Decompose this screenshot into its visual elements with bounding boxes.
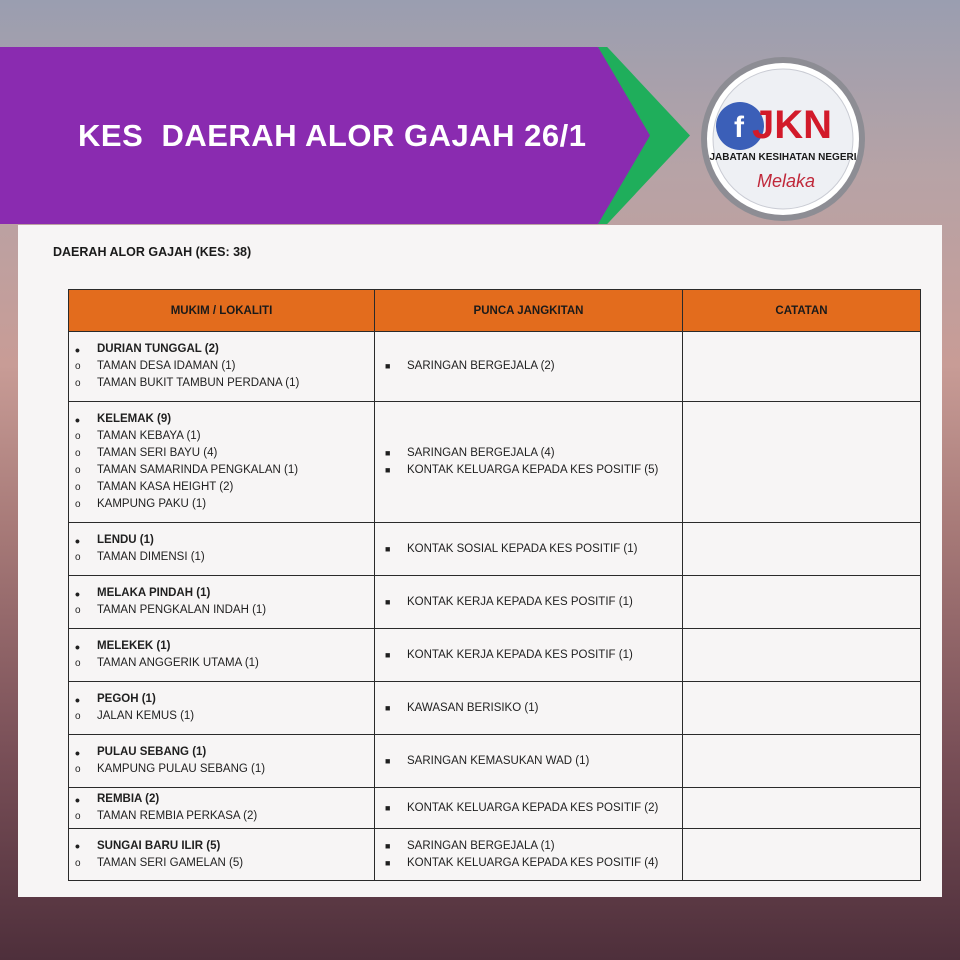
lokaliti-item: o KAMPUNG PULAU SEBANG (1) (75, 763, 266, 775)
punca-item: ■ SARINGAN BERGEJALA (2) (385, 360, 555, 372)
lokaliti-item: o TAMAN DIMENSI (1) (75, 551, 205, 563)
case-table (68, 289, 921, 881)
punca-item: ■ KAWASAN BERISIKO (1) (385, 701, 539, 714)
mukim-cell (69, 332, 375, 402)
table-row (69, 332, 921, 402)
mukim-name: • MELAKA PINDAH (1) (75, 585, 211, 602)
lokaliti-item: o TAMAN ANGGERIK UTAMA (1) (75, 657, 259, 669)
lokaliti-item: o TAMAN REMBIA PERKASA (2) (75, 810, 258, 822)
punca-item: ■ KONTAK KELUARGA KEPADA KES POSITIF (5) (385, 464, 659, 476)
mukim-name: • PULAU SEBANG (1) (75, 744, 207, 761)
column-header: PUNCA JANGKITAN (375, 290, 683, 332)
punca-item: ■ KONTAK SOSIAL KEPADA KES POSITIF (1) (385, 542, 638, 555)
punca-cell (375, 576, 683, 629)
mukim-cell (69, 402, 375, 523)
logo-state: Melaka (756, 171, 816, 191)
mukim-cell (69, 629, 375, 682)
column-header: MUKIM / LOKALITI (69, 290, 375, 332)
punca-cell (375, 735, 683, 788)
punca-cell (375, 788, 683, 829)
logo-f-letter: f (734, 111, 744, 144)
catatan-cell (683, 682, 921, 735)
punca-item: ■ SARINGAN KEMASUKAN WAD (1) (385, 754, 590, 767)
mukim-cell (69, 576, 375, 629)
punca-item: ■ KONTAK KERJA KEPADA KES POSITIF (1) (385, 648, 633, 661)
lokaliti-item: o KAMPUNG PAKU (1) (75, 498, 207, 510)
lokaliti-item: o TAMAN KASA HEIGHT (2) (75, 481, 234, 493)
punca-item: ■ KONTAK KELUARGA KEPADA KES POSITIF (4) (385, 856, 659, 869)
mukim-name: • MELEKEK (1) (75, 638, 171, 655)
mukim-name: • SUNGAI BARU ILIR (5) (75, 838, 221, 854)
jkn-logo (700, 56, 866, 222)
punca-item: ■ KONTAK KERJA KEPADA KES POSITIF (1) (385, 595, 633, 608)
punca-cell (375, 523, 683, 576)
punca-item: ■ SARINGAN BERGEJALA (4) (385, 447, 555, 459)
punca-cell (375, 829, 683, 881)
table-row (69, 402, 921, 523)
lokaliti-item: o TAMAN BUKIT TAMBUN PERDANA (1) (75, 377, 300, 389)
table-row (69, 735, 921, 788)
punca-cell (375, 682, 683, 735)
mukim-cell (69, 735, 375, 788)
mukim-name: • DURIAN TUNGGAL (2) (75, 341, 219, 358)
mukim-cell (69, 523, 375, 576)
table-row (69, 829, 921, 881)
catatan-cell (683, 629, 921, 682)
lokaliti-item: o TAMAN SERI GAMELAN (5) (75, 856, 244, 869)
catatan-cell (683, 829, 921, 881)
punca-cell (375, 402, 683, 523)
column-header: CATATAN (683, 290, 921, 332)
mukim-cell (69, 788, 375, 829)
logo-acronym: JKN (752, 103, 833, 147)
table-row (69, 629, 921, 682)
lokaliti-item: o TAMAN SERI BAYU (4) (75, 447, 218, 459)
lokaliti-item: o TAMAN SAMARINDA PENGKALAN (1) (75, 464, 299, 476)
catatan-cell (683, 735, 921, 788)
mukim-name: • REMBIA (2) (75, 791, 160, 808)
catatan-cell (683, 332, 921, 402)
table-row (69, 788, 921, 829)
punca-item: ■ KONTAK KELUARGA KEPADA KES POSITIF (2) (385, 801, 659, 814)
punca-item: ■ SARINGAN BERGEJALA (1) (385, 839, 555, 852)
lokaliti-item: o TAMAN DESA IDAMAN (1) (75, 360, 236, 372)
page-title: KES DAERAH ALOR GAJAH 26/1 (78, 118, 587, 153)
punca-cell (375, 332, 683, 402)
table-header-row (69, 290, 921, 332)
table-row (69, 576, 921, 629)
punca-cell (375, 629, 683, 682)
mukim-name: • PEGOH (1) (75, 691, 156, 708)
catatan-cell (683, 788, 921, 829)
catatan-cell (683, 402, 921, 523)
district-heading: DAERAH ALOR GAJAH (KES: 38) (53, 245, 252, 259)
table-row (69, 523, 921, 576)
mukim-cell (69, 829, 375, 881)
lokaliti-item: o JALAN KEMUS (1) (75, 710, 195, 722)
mukim-cell (69, 682, 375, 735)
table-row (69, 682, 921, 735)
mukim-name: • KELEMAK (9) (75, 411, 172, 428)
case-document (18, 225, 942, 897)
lokaliti-item: o TAMAN KEBAYA (1) (75, 430, 201, 442)
logo-org-name: JABATAN KESIHATAN NEGERI (709, 152, 857, 163)
catatan-cell (683, 576, 921, 629)
catatan-cell (683, 523, 921, 576)
lokaliti-item: o TAMAN PENGKALAN INDAH (1) (75, 604, 267, 616)
mukim-name: • LENDU (1) (75, 532, 154, 549)
